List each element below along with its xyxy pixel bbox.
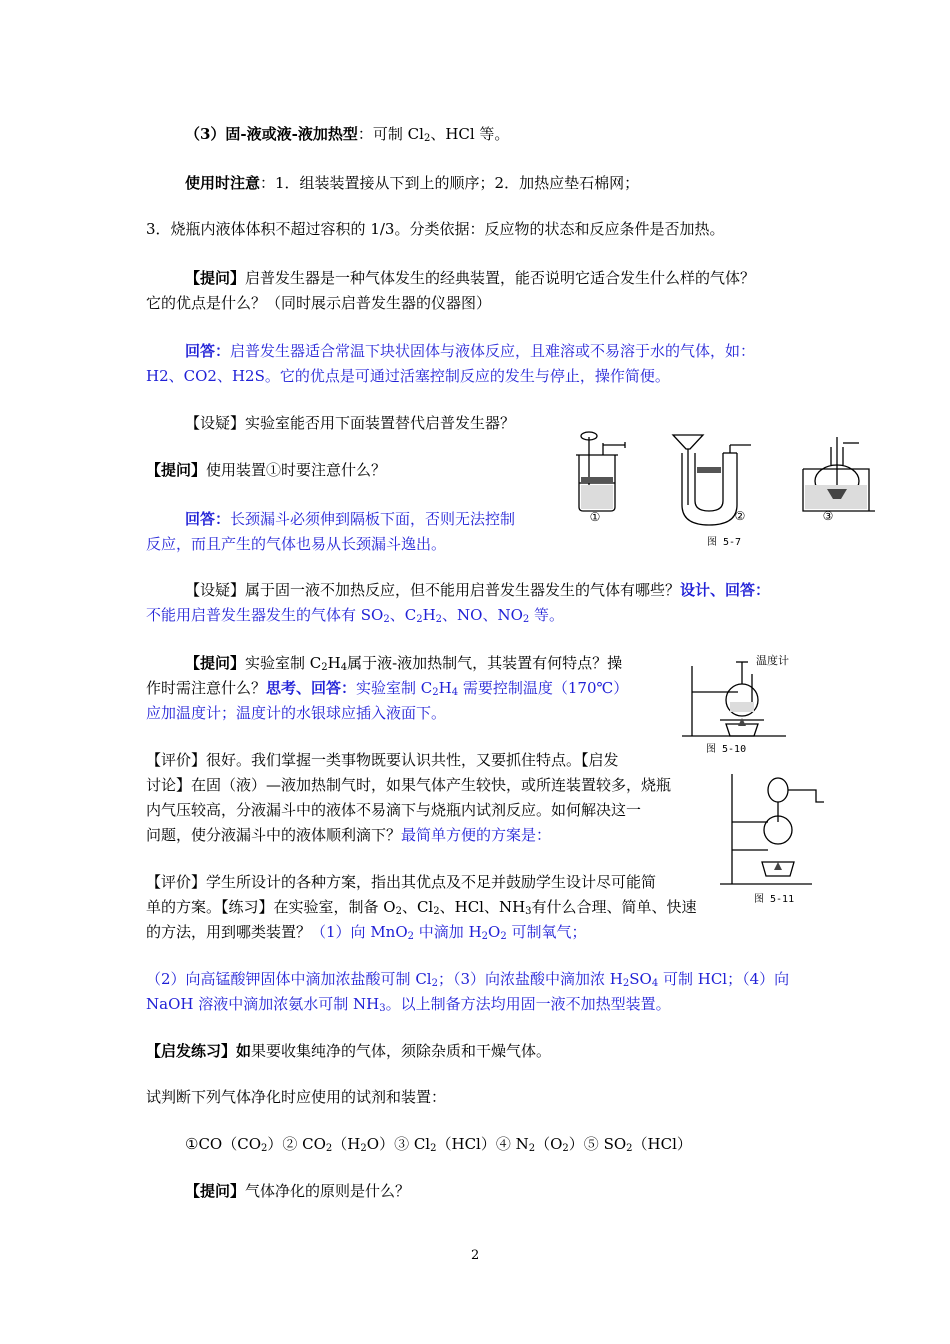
line-inspire-exercise: 【启发练习】如果要收集纯净的气体，须除杂质和干燥气体。 (146, 1042, 552, 1060)
fig510-caption: 图 5-10 (706, 744, 747, 755)
line-question-ethylene: 【提问】实验室制 $C_2H_4$属于液-液加热制气，其装置有何特点？操 (185, 654, 623, 673)
line-gas-list: $①CO(CO_2)②$ $CO_2(H_2O)③$ $Cl_2(HCl)④$ $N_2(O_2)⑤$ $SO_2(HCl)$ (185, 1135, 692, 1154)
line-answer-gases: 不能用启普发生器发生的气体有 $SO_2$、$C_2H_2$、NO、$NO_2$ 等。 (146, 606, 565, 625)
fig57-label-1: ① (589, 510, 601, 524)
line-evaluate-2: 【评价】学生所设计的各种方案，指出其优点及不足并鼓励学生设计尽可能简 (146, 873, 657, 891)
line-evaluate-1: 【评价】很好。我们掌握一类事物既要认识共性，又要抓住特点。【启发 (146, 751, 619, 769)
figure-5-11 (720, 766, 830, 906)
line-doubt-alternative: 【设疑】实验室能否用下面装置替代启普发生器？ (185, 414, 516, 432)
line-question-purify: 【提问】气体净化的原则是什么？ (185, 1182, 411, 1200)
line-question-device1: 【提问】使用装置①时要注意什么？ (146, 461, 387, 479)
line-judge-reagents: 试判断下列气体净化时应使用的试剂和装置： (146, 1088, 447, 1106)
line-question-kipp: 【提问】启普发生器是一种气体发生的经典装置，能否说明它适合发生什么样的气体？ (185, 269, 756, 287)
fig57-label-3: ③ (822, 509, 834, 523)
line-flask-volume: 3．烧瓶内液体体积不超过容积的 1/3。分类依据：反应物的状态和反应条件是否加热。 (146, 220, 725, 238)
fig57-caption: 图 5-7 (707, 537, 742, 548)
figure-5-7 (565, 425, 875, 555)
fig511-caption: 图 5-11 (754, 894, 795, 905)
fig510-thermometer-label: 温度计 (756, 654, 789, 667)
line-answer-exercise-1: （2）向高锰酸钾固体中滴加浓盐酸可制 $Cl_2$；（3）向浓盐酸中滴加浓 $H_2SO_4$ 可制 HCl；（4）向 (146, 970, 790, 989)
line-answer-exercise-2: NaOH 溶液中滴加浓氨水可制 $NH_3$。以上制备方法均用固一液不加热型装置。 (146, 995, 671, 1014)
line-exercise-1: 单的方案。【练习】在实验室，制备 $O_2$、$Cl_2$、HCl、$NH_3$有什么合理、简单、快速 (146, 898, 697, 917)
line-discuss-1: 讨论】在固（液）—液加热制气时，如果气体产生较快，或所连装置较多，烧瓶 (146, 776, 672, 794)
line-discuss-2: 内气压较高，分液漏斗中的液体不易滴下与烧瓶内试剂反应。如何解决这一 (146, 801, 642, 819)
line-question-ethylene-2: 作时需注意什么？思考、回答：实验室制 $C_2H_4$ 需要控制温度（170℃） (146, 679, 629, 698)
line-answer-kipp-2: H2、CO2、H2S。它的优点是可通过活塞控制反应的发生与停止，操作简便。 (146, 367, 670, 385)
line-answer-funnel-2: 反应，而且产生的气体也易从长颈漏斗逸出。 (146, 535, 447, 553)
line-solid-liquid-heating: （3）固-液或液-液加热型：可制 $Cl_2$、HCl 等。 (185, 125, 510, 144)
figure-5-10 (676, 648, 826, 758)
line-question-kipp-2: 它的优点是什么？（同时展示启普发生器的仪器图） (146, 294, 492, 312)
fig57-label-2: ② (734, 509, 746, 523)
line-doubt-gases: 【设疑】属于固一液不加热反应，但不能用启普发生器发生的气体有哪些？设计、回答： (185, 581, 771, 599)
line-answer-kipp: 回答：启普发生器适合常温下块状固体与液体反应，且难溶或不易溶于水的气体，如： (185, 342, 756, 360)
page-number: 2 (471, 1248, 480, 1263)
line-answer-funnel: 回答：长颈漏斗必须伸到隔板下面，否则无法控制 (185, 510, 516, 528)
line-answer-ethylene: 应加温度计；温度计的水银球应插入液面下。 (146, 704, 447, 722)
line-discuss-3: 问题，使分液漏斗中的液体顺利滴下？最简单方便的方案是： (146, 826, 552, 844)
line-usage-notes: 使用时注意：1．组装装置接从下到上的顺序；2．加热应垫石棉网； (185, 174, 640, 192)
line-exercise-2: 的方法，用到哪类装置？（1）向 MnO$_2$ 中滴加 $H_2O_2$ 可制氧气； (146, 923, 587, 942)
